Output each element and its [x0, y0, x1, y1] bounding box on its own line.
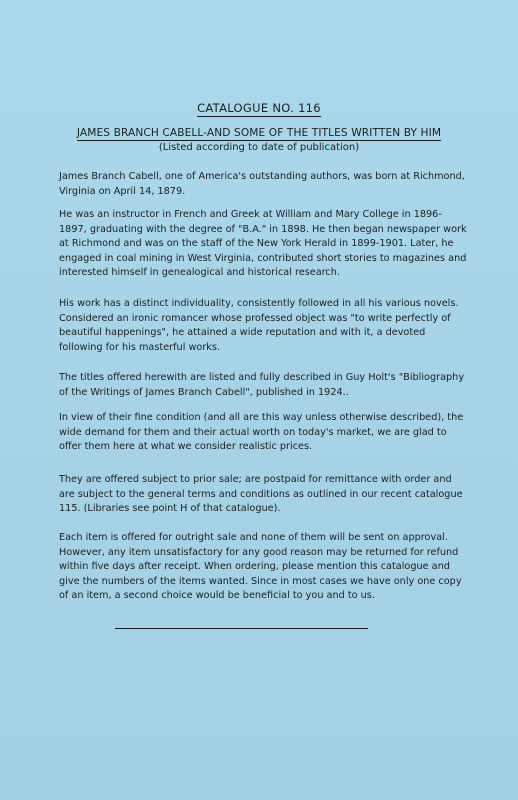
- page-subtitle: (Listed according to date of publication): [158, 142, 360, 153]
- page-title-text: JAMES BRANCH CABELL-AND SOME OF THE TITLES WRITTEN BY HIM: [76, 127, 442, 139]
- catalogue-number: [0, 101, 518, 115]
- paragraph-condition: In view of their fine condition (and all are this way unless otherwise described), the wide demand for them and their actual worth on today's market, we are glad to offer them here at what we consider realistic prices.: [59, 412, 464, 452]
- divider-rule: [115, 628, 368, 629]
- paragraph-bibliography: The titles offered herewith are listed and fully described in Guy Holt's "Bibliography of the Writings of James Branch Cabell", published in 1924..: [59, 372, 465, 398]
- paragraph-ordering: Each item is offered for outright sale and none of them will be sent on approval. However, any item unsatisfactory for any good reason may be returned for refund within five days after receipt. When ordering, please mention this catalogue and give the numbers of the items wanted. Since in most cases we have only one copy of an item, a second choice would be beneficial to you and to us.: [59, 532, 462, 601]
- catalogue-number-text: CATALOGUE NO. 116: [197, 101, 321, 115]
- paragraph-work: His work has a distinct individuality, consistently followed in all his various novels. Considered an ironic romancer whose professed object was "to write perfectly of beautiful happenings", he attained a wide reputation and with it, a devoted following for his masterful works.: [59, 298, 459, 353]
- paragraph-birth: James Branch Cabell, one of America's outstanding authors, was born at Richmond, Virginia on April 14, 1879.: [59, 171, 465, 197]
- paragraph-career: He was an instructor in French and Greek at William and Mary College in 1896-1897, graduating with the degree of "B.A." in 1898. He then began newspaper work at Richmond and was on the staff of the New York Herald in 1899-1901. Later, he engaged in coal mining in West Virginia, contributed short stories to magazines and interested himself in genealogical and historical research.: [59, 209, 467, 278]
- paragraph-terms: They are offered subject to prior sale; are postpaid for remittance with order and are subject to the general terms and conditions as outlined in our recent catalogue 115. (Libraries see point H of that catalogue).: [59, 474, 463, 514]
- page-title: [0, 127, 518, 139]
